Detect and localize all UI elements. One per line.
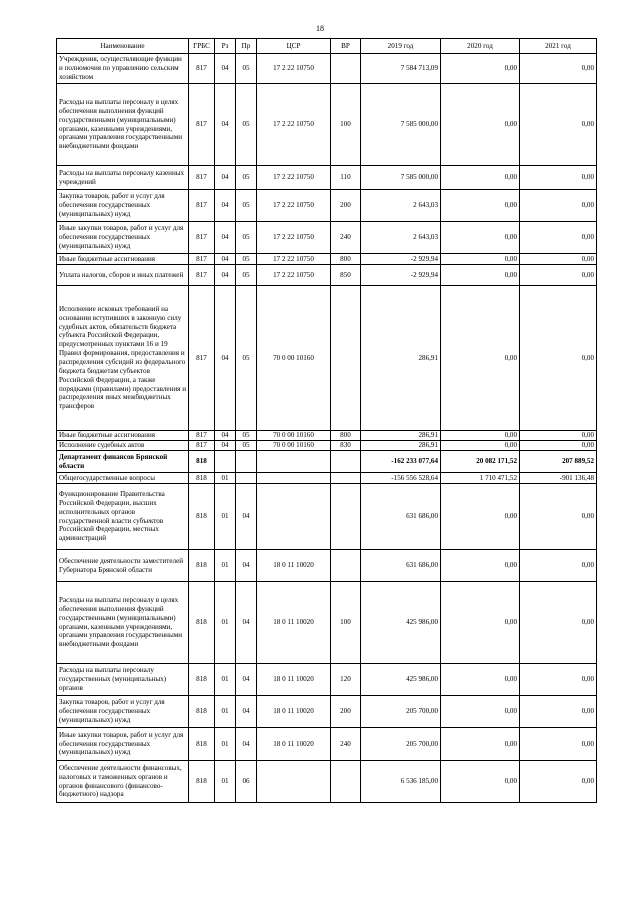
cell-2021: 0,00 [520, 696, 597, 728]
cell-name: Департамент финансов Брянской области [57, 451, 189, 473]
cell-grbs: 818 [189, 728, 215, 761]
cell-2019: 631 686,00 [361, 550, 441, 582]
cell-name: Расходы на выплаты персоналу государственных (муниципальных) органов [57, 664, 189, 696]
cell-rz: 01 [215, 582, 236, 664]
cell-grbs: 818 [189, 582, 215, 664]
cell-name: Общегосударственные вопросы [57, 473, 189, 484]
cell-name: Иные закупки товаров, работ и услуг для обеспечения государственных (муниципальных) нужд [57, 728, 189, 761]
cell-grbs: 817 [189, 286, 215, 431]
table-row [57, 190, 597, 222]
cell-2020: 0,00 [441, 761, 520, 803]
cell-grbs: 817 [189, 254, 215, 265]
header-pr: Пр [236, 39, 257, 54]
cell-pr: 04 [236, 550, 257, 582]
cell-csr: 70 0 00 10160 [257, 431, 331, 441]
cell-grbs: 818 [189, 484, 215, 550]
cell-name: Иные бюджетные ассигнования [57, 431, 189, 441]
cell-rz: 04 [215, 265, 236, 286]
cell-2020: 20 082 171,52 [441, 451, 520, 473]
cell-vr: 800 [331, 431, 361, 441]
cell-2020: 0,00 [441, 550, 520, 582]
cell-pr: 05 [236, 254, 257, 265]
cell-vr: 120 [331, 664, 361, 696]
cell-vr: 830 [331, 441, 361, 451]
cell-pr: 05 [236, 431, 257, 441]
cell-vr [331, 550, 361, 582]
cell-2021: 207 889,52 [520, 451, 597, 473]
cell-pr: 05 [236, 265, 257, 286]
header-grbs: ГРБС [189, 39, 215, 54]
cell-name: Закупка товаров, работ и услуг для обеспечения государственных (муниципальных) нужд [57, 190, 189, 222]
cell-name: Исполнение судебных актов [57, 441, 189, 451]
cell-pr: 06 [236, 761, 257, 803]
cell-name: Обеспечение деятельности заместителей Губернатора Брянской области [57, 550, 189, 582]
cell-pr [236, 473, 257, 484]
table-header-row [57, 39, 597, 54]
cell-2021: 0,00 [520, 84, 597, 166]
cell-2020: 0,00 [441, 286, 520, 431]
cell-rz: 04 [215, 431, 236, 441]
table-row [57, 728, 597, 761]
cell-csr [257, 473, 331, 484]
cell-grbs: 817 [189, 265, 215, 286]
cell-2019: 205 700,00 [361, 728, 441, 761]
table-row [57, 54, 597, 84]
cell-2021: 0,00 [520, 54, 597, 84]
cell-pr: 04 [236, 696, 257, 728]
cell-grbs: 818 [189, 550, 215, 582]
cell-2021: 0,00 [520, 190, 597, 222]
cell-2021: 0,00 [520, 166, 597, 190]
cell-rz: 01 [215, 664, 236, 696]
cell-vr [331, 286, 361, 431]
cell-pr: 05 [236, 441, 257, 451]
cell-vr: 200 [331, 696, 361, 728]
cell-2019: 425 986,00 [361, 582, 441, 664]
cell-2019: 286,91 [361, 441, 441, 451]
cell-csr: 17 2 22 10750 [257, 190, 331, 222]
cell-2020: 0,00 [441, 696, 520, 728]
cell-2020: 0,00 [441, 441, 520, 451]
table-row [57, 484, 597, 550]
cell-2020: 0,00 [441, 190, 520, 222]
table-row [57, 696, 597, 728]
cell-csr: 18 0 11 10020 [257, 582, 331, 664]
cell-csr: 70 0 00 10160 [257, 441, 331, 451]
cell-rz: 04 [215, 441, 236, 451]
cell-csr: 17 2 22 10750 [257, 254, 331, 265]
table-row [57, 254, 597, 265]
cell-csr: 18 0 11 10020 [257, 696, 331, 728]
cell-grbs: 818 [189, 451, 215, 473]
cell-rz: 01 [215, 728, 236, 761]
table-row [57, 441, 597, 451]
cell-vr: 240 [331, 222, 361, 254]
header-2020: 2020 год [441, 39, 520, 54]
cell-2020: 0,00 [441, 484, 520, 550]
header-2019: 2019 год [361, 39, 441, 54]
table-body [57, 54, 597, 803]
cell-vr: 200 [331, 190, 361, 222]
cell-pr: 05 [236, 222, 257, 254]
table-row [57, 473, 597, 484]
cell-2019: 286,91 [361, 431, 441, 441]
cell-pr: 04 [236, 664, 257, 696]
table-row [57, 431, 597, 441]
cell-grbs: 818 [189, 473, 215, 484]
cell-csr [257, 484, 331, 550]
cell-2020: 0,00 [441, 728, 520, 761]
cell-2020: 0,00 [441, 254, 520, 265]
cell-grbs: 818 [189, 761, 215, 803]
cell-csr: 18 0 11 10020 [257, 664, 331, 696]
cell-name: Иные закупки товаров, работ и услуг для обеспечения государственных (муниципальных) нужд [57, 222, 189, 254]
cell-csr: 17 2 22 10750 [257, 166, 331, 190]
cell-vr [331, 484, 361, 550]
cell-2019: 2 643,03 [361, 190, 441, 222]
cell-rz: 04 [215, 222, 236, 254]
cell-grbs: 817 [189, 166, 215, 190]
cell-pr: 04 [236, 484, 257, 550]
cell-2021: 0,00 [520, 728, 597, 761]
cell-pr: 05 [236, 190, 257, 222]
cell-csr: 18 0 11 10020 [257, 550, 331, 582]
cell-grbs: 817 [189, 54, 215, 84]
cell-vr: 800 [331, 254, 361, 265]
cell-2019: 7 584 713,09 [361, 54, 441, 84]
cell-2021: 0,00 [520, 286, 597, 431]
table-row [57, 451, 597, 473]
cell-csr: 17 2 22 10750 [257, 84, 331, 166]
cell-rz: 04 [215, 254, 236, 265]
header-rz: Рз [215, 39, 236, 54]
table-row [57, 222, 597, 254]
cell-2021: 0,00 [520, 761, 597, 803]
cell-pr: 05 [236, 54, 257, 84]
cell-csr: 17 2 22 10750 [257, 54, 331, 84]
header-csr: ЦСР [257, 39, 331, 54]
cell-grbs: 818 [189, 696, 215, 728]
cell-2019: 2 643,03 [361, 222, 441, 254]
cell-2019: 7 585 000,00 [361, 166, 441, 190]
table-row [57, 761, 597, 803]
cell-2020: 0,00 [441, 582, 520, 664]
cell-name: Уплата налогов, сборов и иных платежей [57, 265, 189, 286]
cell-rz: 04 [215, 84, 236, 166]
cell-grbs: 817 [189, 222, 215, 254]
cell-vr: 240 [331, 728, 361, 761]
cell-csr [257, 451, 331, 473]
cell-2021: 0,00 [520, 550, 597, 582]
cell-rz: 01 [215, 484, 236, 550]
cell-vr: 100 [331, 84, 361, 166]
cell-name: Иные бюджетные ассигнования [57, 254, 189, 265]
cell-2019: -156 556 528,64 [361, 473, 441, 484]
cell-2019: 425 986,00 [361, 664, 441, 696]
cell-rz: 01 [215, 473, 236, 484]
cell-2020: 0,00 [441, 265, 520, 286]
cell-vr [331, 451, 361, 473]
cell-pr: 04 [236, 582, 257, 664]
cell-rz: 04 [215, 286, 236, 431]
cell-2021: 0,00 [520, 265, 597, 286]
cell-rz: 01 [215, 761, 236, 803]
cell-name: Учреждения, осуществляющие функции и полномочия по управлению сельским хозяйством [57, 54, 189, 84]
cell-2021: 0,00 [520, 582, 597, 664]
cell-2019: 286,91 [361, 286, 441, 431]
cell-csr: 17 2 22 10750 [257, 265, 331, 286]
cell-vr: 100 [331, 582, 361, 664]
budget-table [56, 38, 597, 803]
header-2021: 2021 год [520, 39, 597, 54]
cell-pr [236, 451, 257, 473]
header-name: Наименование [57, 39, 189, 54]
cell-2019: -162 233 077,64 [361, 451, 441, 473]
cell-rz: 04 [215, 166, 236, 190]
cell-2021: 0,00 [520, 441, 597, 451]
cell-2020: 0,00 [441, 54, 520, 84]
cell-vr: 850 [331, 265, 361, 286]
cell-pr: 05 [236, 286, 257, 431]
cell-2020: 0,00 [441, 431, 520, 441]
cell-pr: 05 [236, 84, 257, 166]
table-row [57, 286, 597, 431]
cell-2021: 0,00 [520, 222, 597, 254]
cell-grbs: 817 [189, 441, 215, 451]
cell-rz: 04 [215, 190, 236, 222]
cell-2020: 0,00 [441, 664, 520, 696]
cell-pr: 04 [236, 728, 257, 761]
cell-2019: 7 585 000,00 [361, 84, 441, 166]
cell-rz [215, 451, 236, 473]
table-row [57, 84, 597, 166]
cell-name: Расходы на выплаты персоналу в целях обеспечения выполнения функций государственными (муниципальными) органами, казенными учреждениями, органами управления государственными внебюджетными фондами [57, 582, 189, 664]
cell-2021: 0,00 [520, 431, 597, 441]
cell-csr [257, 761, 331, 803]
cell-rz: 04 [215, 54, 236, 84]
cell-2020: 1 710 471,52 [441, 473, 520, 484]
cell-2020: 0,00 [441, 166, 520, 190]
cell-csr: 17 2 22 10750 [257, 222, 331, 254]
page-number: 18 [316, 24, 324, 33]
cell-2019: 205 700,00 [361, 696, 441, 728]
cell-vr [331, 54, 361, 84]
cell-name: Расходы на выплаты персоналу казенных учреждений [57, 166, 189, 190]
cell-csr: 18 0 11 10020 [257, 728, 331, 761]
cell-2021: 0,00 [520, 484, 597, 550]
cell-2019: -2 929,94 [361, 254, 441, 265]
cell-vr [331, 761, 361, 803]
cell-name: Расходы на выплаты персоналу в целях обеспечения выполнения функций государственными (муниципальными) органами, казенными учреждениями, органами управления государственными внебюджетными фондами [57, 84, 189, 166]
cell-name: Закупка товаров, работ и услуг для обеспечения государственных (муниципальных) нужд [57, 696, 189, 728]
table-row [57, 265, 597, 286]
cell-name: Исполнение исковых требований на основании вступивших в законную силу судебных актов, обязательств бюджета субъекта Российской Федерации, предусмотренных пунктами 16 и 19 Правил формирования, предоставления и распределения субсидий из федерального бюджета бюджетам субъектов Российской Федерации, а также порядками (правилами) предоставления и распределения иных межбюджетных трансферов [57, 286, 189, 431]
cell-pr: 05 [236, 166, 257, 190]
table-row [57, 582, 597, 664]
cell-2019: 631 686,00 [361, 484, 441, 550]
cell-grbs: 818 [189, 664, 215, 696]
cell-vr: 110 [331, 166, 361, 190]
cell-rz: 01 [215, 550, 236, 582]
cell-2019: -2 929,94 [361, 265, 441, 286]
table-row [57, 550, 597, 582]
cell-2021: 0,00 [520, 254, 597, 265]
table-row [57, 664, 597, 696]
cell-name: Обеспечение деятельности финансовых, налоговых и таможенных органов и органов финансового (финансово-бюджетного) надзора [57, 761, 189, 803]
cell-2020: 0,00 [441, 84, 520, 166]
cell-2021: 0,00 [520, 664, 597, 696]
cell-vr [331, 473, 361, 484]
cell-grbs: 817 [189, 431, 215, 441]
cell-2019: 6 536 185,00 [361, 761, 441, 803]
cell-2021: -901 136,48 [520, 473, 597, 484]
cell-grbs: 817 [189, 84, 215, 166]
cell-name: Функционирование Правительства Российской Федерации, высших исполнительных органов государственной власти субъектов Российской Федерации, местных администраций [57, 484, 189, 550]
cell-grbs: 817 [189, 190, 215, 222]
cell-rz: 01 [215, 696, 236, 728]
cell-2020: 0,00 [441, 222, 520, 254]
table-row [57, 166, 597, 190]
header-vr: ВР [331, 39, 361, 54]
cell-csr: 70 0 00 10160 [257, 286, 331, 431]
